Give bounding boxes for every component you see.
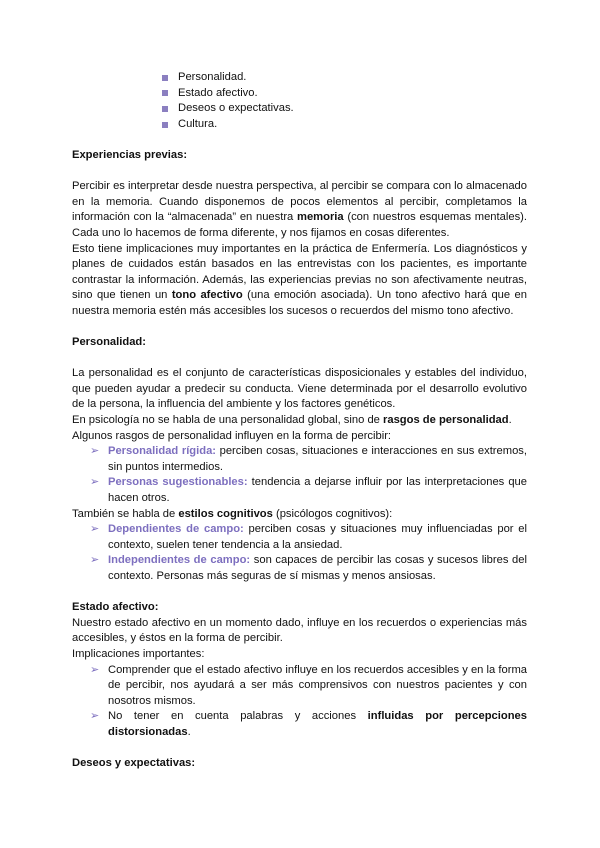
list-item: Personalidad.: [162, 70, 527, 86]
arrow-bullet-icon: ➢: [90, 476, 100, 489]
square-bullet-icon: [162, 106, 168, 112]
list-item: Cultura.: [162, 117, 527, 133]
arrow-bullet-icon: ➢: [90, 663, 100, 676]
traits-list: [72, 444, 527, 506]
list-item: ➢ No tener en cuenta palabras y acciones influidas por percepciones distorsionadas.: [90, 710, 527, 738]
paragraph: Algunos rasgos de personalidad influyen en la forma de percibir:: [72, 429, 392, 442]
square-bullet-icon: [162, 75, 168, 81]
list-item: Deseos o expectativas.: [162, 101, 527, 117]
paragraph: También se habla de estilos cognitivos (psicólogos cognitivos):: [72, 507, 393, 520]
list-item: ➢ Personalidad rígida: perciben cosas, situaciones e interacciones en sus extremos, sin puntos intermedios.: [90, 445, 527, 473]
paragraph: Esto tiene implicaciones muy importantes en la práctica de Enfermería. Los diagnósticos y planes de cuidados están basados en las entrevistas con los pacientes, es importante contrastar la información. Además, las experiencias previas no son afectivamente neutras, sino que tienen un tono afectivo (una emoción asociada). Un tono afectivo hará que en nuestra memoria estén más accesibles los sucesos o recuerdos del mismo tono afectivo.: [72, 242, 527, 317]
document-page: [72, 70, 527, 772]
square-bullet-icon: [162, 122, 168, 128]
list-item: ➢ Comprender que el estado afectivo influye en los recuerdos accesibles y en la forma de percibir, nos ayudará a ser más comprensivos con nuestros pacientes y con nosotros mismos.: [90, 663, 527, 707]
square-bullet-icon: [162, 90, 168, 96]
paragraph: Percibir es interpretar desde nuestra perspectiva, al percibir se compara con lo almacenado en la memoria. Cuando disponemos de pocos elementos al percibir, completamos la información con la “almacenada” en nuestra memoria (con nuestros esquemas mentales). Cada uno lo hacemos de forma diferente, y nos fijamos en cosas diferentes.: [72, 180, 527, 239]
list-item: ➢ Personas sugestionables: tendencia a dejarse influir por las interpretaciones que hacen otros.: [90, 476, 527, 505]
arrow-bullet-icon: ➢: [90, 554, 100, 567]
list-item: ➢ Independientes de campo: son capaces de percibir las cosas y sucesos libres del contexto. Personas más seguras de sí mismas y menos ansiosas.: [90, 554, 527, 582]
implications-list: [72, 663, 527, 741]
heading-deseos: Deseos y expectativas:: [72, 757, 196, 770]
arrow-bullet-icon: ➢: [90, 523, 100, 536]
heading-experiencias: Experiencias previas:: [72, 148, 188, 161]
paragraph: Nuestro estado afectivo en un momento dado, influye en los recuerdos o experiencias más accesibles, y éstos en la forma de percibir.: [72, 616, 527, 645]
paragraph: Implicaciones importantes:: [72, 647, 205, 660]
heading-estado-afectivo: Estado afectivo:: [72, 601, 159, 614]
list-item: Estado afectivo.: [162, 86, 527, 102]
heading-personalidad: Personalidad:: [72, 336, 146, 349]
factors-list: [162, 70, 527, 132]
arrow-bullet-icon: ➢: [90, 710, 100, 723]
paragraph: En psicología no se habla de una personalidad global, sino de rasgos de personalidad.: [72, 414, 512, 427]
arrow-bullet-icon: ➢: [90, 445, 100, 458]
styles-list: [72, 522, 527, 584]
paragraph: La personalidad es el conjunto de características disposicionales y estables del individuo, que pueden ayudar a predecir su conducta. Viene determinada por el desarrollo evolutivo de la persona, la influencia del ambiente y los factores genéticos.: [72, 367, 527, 411]
list-item: ➢ Dependientes de campo: perciben cosas y situaciones muy influenciadas por el contexto, suelen tener tendencia a la ansiedad.: [90, 523, 528, 551]
